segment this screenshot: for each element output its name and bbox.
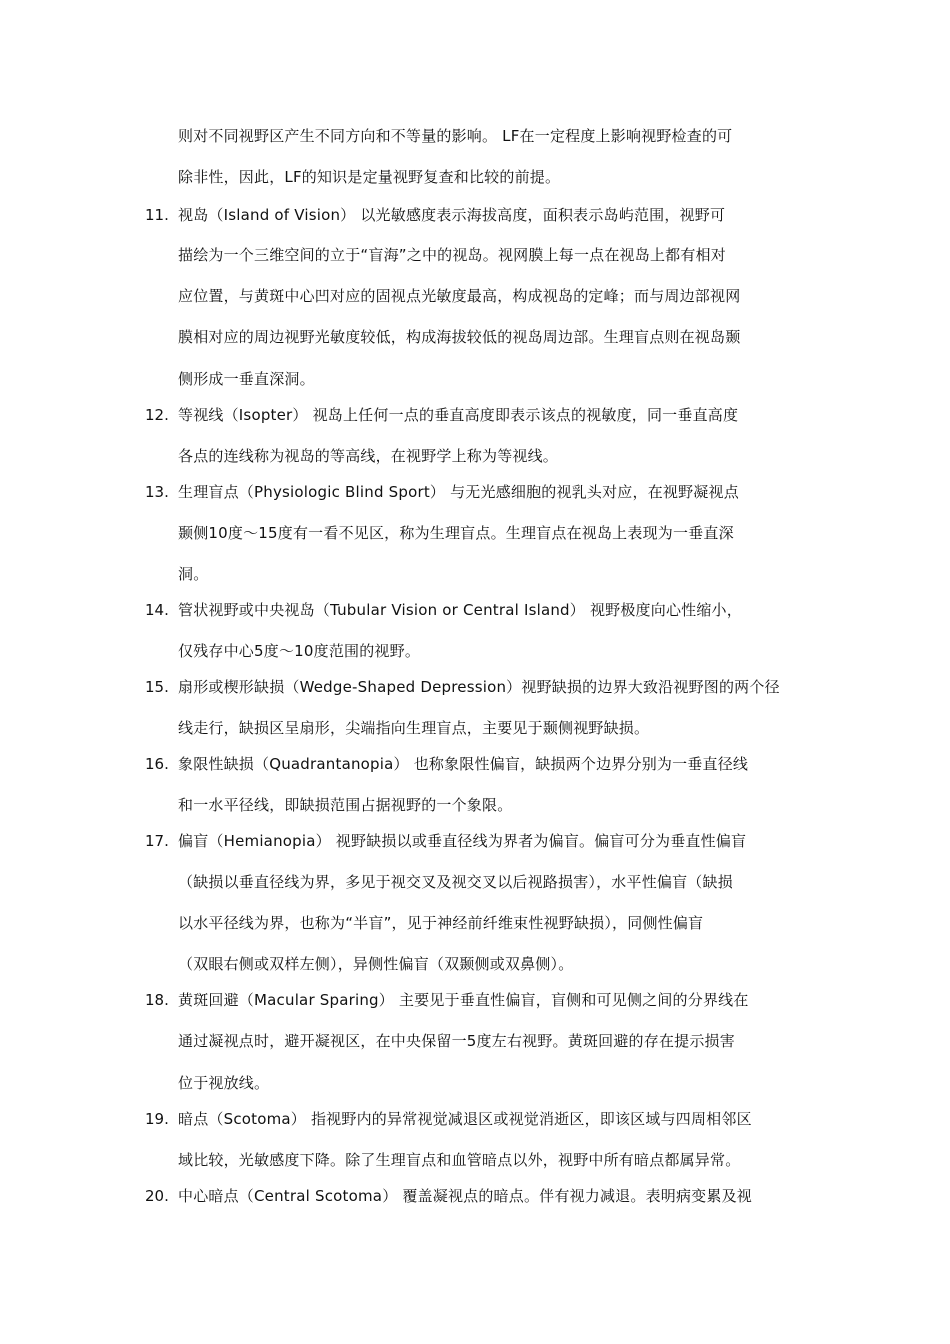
text-line: 生理盲点（Physiologic Blind Sport） 与无光感细胞的视乳头对应，在视野凝视点 [178, 483, 739, 501]
item-number: 16. [145, 755, 169, 773]
item-number: 14. [145, 601, 169, 619]
item-number: 11. [145, 206, 169, 224]
text-line: 应位置，与黄斑中心凹对应的固视点光敏度最高，构成视岛的定峰；而与周边部视网 [178, 287, 741, 305]
item-number: 20. [145, 1187, 169, 1205]
text-line: 视岛（Island of Vision） 以光敏感度表示海拔高度，面积表示岛屿范围，视野可 [178, 206, 726, 224]
text-line: 线走行，缺损区呈扇形，尖端指向生理盲点，主要见于颞侧视野缺损。 [178, 719, 650, 737]
text-line: 膜相对应的周边视野光敏度较低，构成海拔较低的视岛周边部。生理盲点则在视岛颞 [178, 328, 741, 346]
text-line: 位于视放线。 [178, 1074, 270, 1092]
item-number: 18. [145, 991, 169, 1009]
text-line: 暗点（Scotoma） 指视野内的异常视觉减退区或视觉消逝区，即该区域与四周相邻区 [178, 1110, 752, 1128]
text-line: 通过凝视点时，避开凝视区，在中央保留一5度左右视野。黄斑回避的存在提示损害 [178, 1032, 735, 1050]
text-line: 侧形成一垂直深洞。 [178, 370, 315, 388]
item-number: 17. [145, 832, 169, 850]
text-line: 偏盲（Hemianopia） 视野缺损以或垂直径线为界者为偏盲。偏盲可分为垂直性偏盲 [178, 832, 747, 850]
text-line: 中心暗点（Central Scotoma） 覆盖凝视点的暗点。伴有视力减退。表明病变累及视 [178, 1187, 752, 1205]
text-line: 管状视野或中央视岛（Tubular Vision or Central Island） 视野极度向心性缩小， [178, 601, 742, 619]
text-line: 则对不同视野区产生不同方向和不等量的影响。 LF在一定程度上影响视野检查的可 [178, 127, 733, 145]
text-line: （双眼右侧或双样左侧），异侧性偏盲（双颞侧或双鼻侧）。 [178, 955, 574, 973]
text-line: 颞侧10度～15度有一看不见区，称为生理盲点。生理盲点在视岛上表现为一垂直深 [178, 524, 734, 542]
text-line: 除非性，因此，LF的知识是定量视野复查和比较的前提。 [178, 168, 561, 186]
text-line: 域比较，光敏感度下降。除了生理盲点和血管暗点以外，视野中所有暗点都属异常。 [178, 1151, 741, 1169]
text-line: 象限性缺损（Quadrantanopia） 也称象限性偏盲，缺损两个边界分别为一垂直径线 [178, 755, 749, 773]
text-line: 等视线（Isopter） 视岛上任何一点的垂直高度即表示该点的视敏度，同一垂直高度 [178, 406, 739, 424]
text-line: 各点的连线称为视岛的等高线，在视野学上称为等视线。 [178, 447, 559, 465]
text-line: 描绘为一个三维空间的立于“盲海”之中的视岛。视网膜上每一点在视岛上都有相对 [178, 246, 726, 264]
item-number: 13. [145, 483, 169, 501]
item-number: 15. [145, 678, 169, 696]
text-line: 和一水平径线，即缺损范围占据视野的一个象限。 [178, 796, 513, 814]
text-line: 扇形或楔形缺损（Wedge-Shaped Depression）视野缺损的边界大致沿视野图的两个径 [178, 678, 780, 696]
text-line: 以水平径线为界，也称为“半盲”，见于神经前纤维束性视野缺损），同侧性偏盲 [178, 914, 704, 932]
item-number: 19. [145, 1110, 169, 1128]
item-number: 12. [145, 406, 169, 424]
text-line: 仅残存中心5度～10度范围的视野。 [178, 642, 421, 660]
text-line: 洞。 [178, 565, 209, 583]
text-line: 黄斑回避（Macular Sparing） 主要见于垂直性偏盲，盲侧和可见侧之间的分界线在 [178, 991, 749, 1009]
text-line: （缺损以垂直径线为界，多见于视交叉及视交叉以后视路损害），水平性偏盲（缺损 [178, 873, 733, 891]
